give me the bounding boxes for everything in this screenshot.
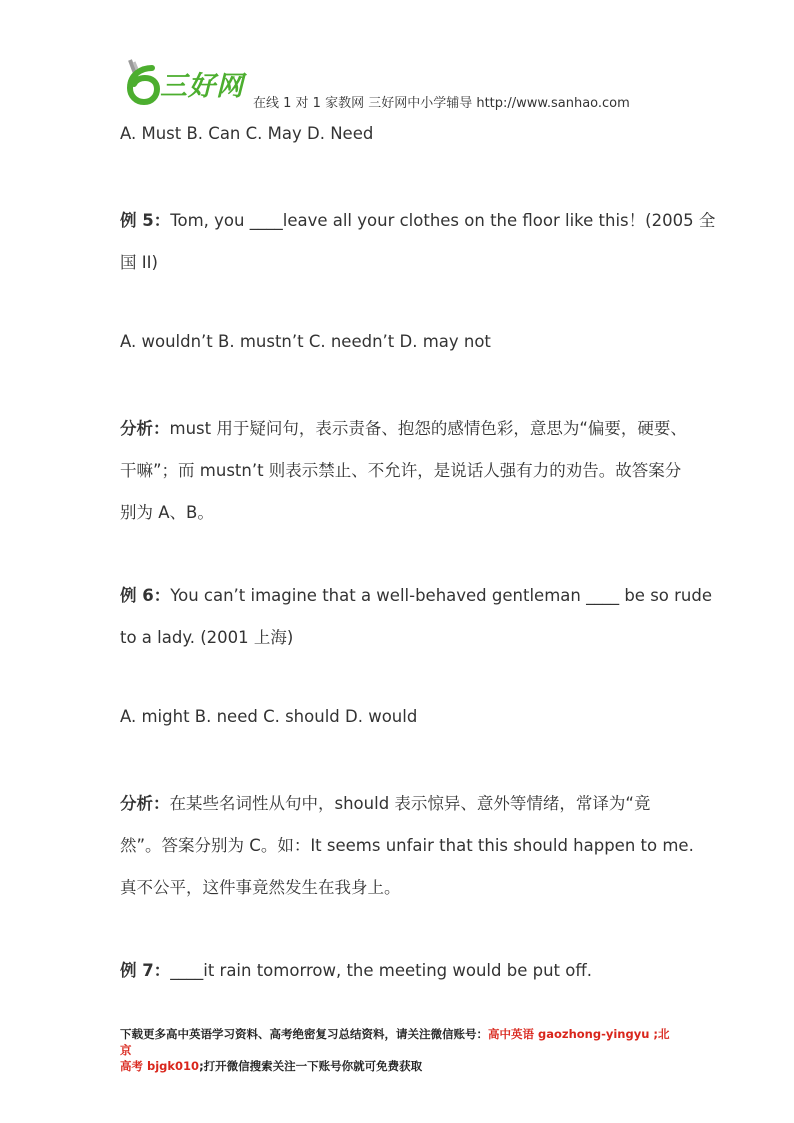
analysis-2-label: 分析： [120,794,170,813]
analysis-2-line-3: 真不公平，这件事竟然发生在我身上。 [120,878,401,897]
example-5-line-2: 国 II) [120,253,158,272]
analysis-1-line-3: 别为 A、B。 [120,503,214,522]
footer-prefix: 下载更多高中英语学习资料、高考绝密复习总结资料，请关注微信账号： [120,1027,488,1041]
example-6-line [120,582,712,606]
example-7-text: ____it rain tomorrow, the meeting would be put off. [170,961,592,980]
page-footer [120,1026,680,1074]
analysis-1-line [120,415,687,439]
logo-six-icon [122,58,162,106]
analysis-1-text: must 用于疑问句，表示责备、抱怨的感情色彩，意思为“偏要，硬要、 [169,419,687,438]
footer-account-1: 高中英语 gaozhong-yingyu ;北京 [120,1027,670,1057]
analysis-2-text: 在某些名词性从句中，should 表示惊异、意外等情绪，常译为“竟 [169,794,651,813]
sanhao-logo [122,58,252,106]
example-5-options: A. wouldn’t B. mustn’t C. needn’t D. may not [120,332,491,351]
example-5-text: Tom, you ____leave all your clothes on the floor like this！(2005 全 [170,211,716,230]
example-6-label: 例 6： [120,586,171,605]
example-5-line [120,207,715,231]
example-7-label: 例 7： [120,961,171,980]
analysis-1-label: 分析： [120,419,170,438]
page-header [122,58,682,112]
analysis-2-line-2: 然”。答案分别为 C。如：It seems unfair that this should happen to me. [120,836,694,855]
header-tagline: 在线 1 对 1 家教网 三好网中小学辅导 http://www.sanhao.com [253,96,630,111]
footer-suffix: ;打开微信搜索关注一下账号你就可免费获取 [199,1059,423,1073]
example-6-text: You can’t imagine that a well-behaved gentleman ____ be so rude [170,586,712,605]
example-5-label: 例 5： [120,211,171,230]
example-6-options: A. might B. need C. should D. would [120,707,418,726]
example-6-line-2: to a lady. (2001 上海) [120,628,294,647]
analysis-1-line-2: 干嘛”；而 mustn’t 则表示禁止、不允许，是说话人强有力的劝告。故答案分 [120,461,682,480]
footer-account-2: 高考 bjgk010 [120,1059,200,1073]
options-line-4: A. Must B. Can C. May D. Need [120,124,374,143]
analysis-2-line [120,790,650,814]
example-7-line [120,957,592,981]
logo-text: 三好网 [160,71,244,102]
